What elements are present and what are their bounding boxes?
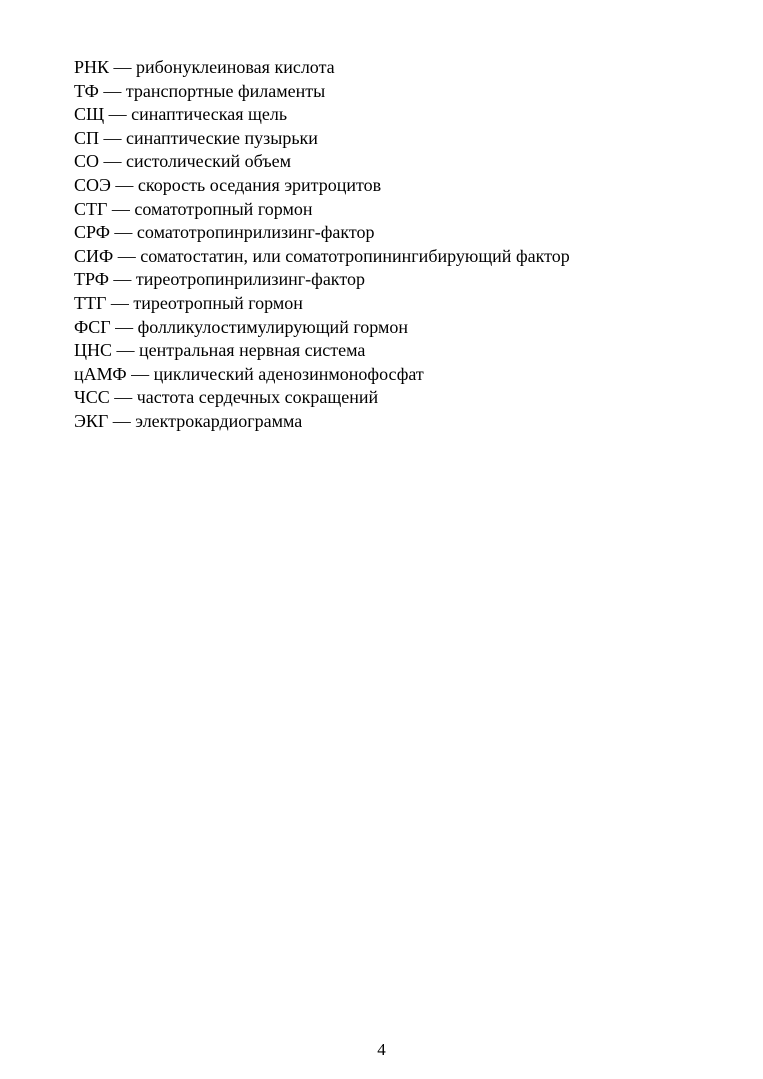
page-number: 4 xyxy=(377,1040,386,1059)
abbreviation-list xyxy=(74,56,570,434)
abbreviation-item: ТТГ — тиреотропный гормон xyxy=(74,292,303,313)
abbreviation-item: СП — синаптические пузырьки xyxy=(74,127,318,148)
abbreviation-item: ТФ — транспортные филаменты xyxy=(74,80,326,101)
abbreviation-item: ТРФ — тиреотропинрилизинг-фактор xyxy=(74,269,365,290)
abbreviation-item: СРФ — соматотропинрилизинг-фактор xyxy=(74,222,375,243)
abbreviation-item: ЭКГ — электрокардиограмма xyxy=(74,410,303,431)
abbreviation-item: цАМФ — циклический аденозинмонофосфат xyxy=(74,363,424,384)
abbreviation-item: СО — систолический объем xyxy=(74,151,292,172)
abbreviation-item: СТГ — соматотропный гормон xyxy=(74,198,313,219)
abbreviation-item: ЦНС — центральная нервная система xyxy=(74,340,366,361)
abbreviation-item: СИФ — соматостатин, или соматотропинингибирующий фактор xyxy=(74,245,570,266)
abbreviation-item: СОЭ — скорость оседания эритроцитов xyxy=(74,174,382,195)
abbreviation-item: ЧСС — частота сердечных сокращений xyxy=(74,387,379,408)
abbreviation-item: СЩ — синаптическая щель xyxy=(74,104,288,125)
abbreviation-item: ФСГ — фолликулостимулирующий гормон xyxy=(74,316,409,337)
abbreviation-item: РНК — рибонуклеиновая кислота xyxy=(74,57,335,77)
